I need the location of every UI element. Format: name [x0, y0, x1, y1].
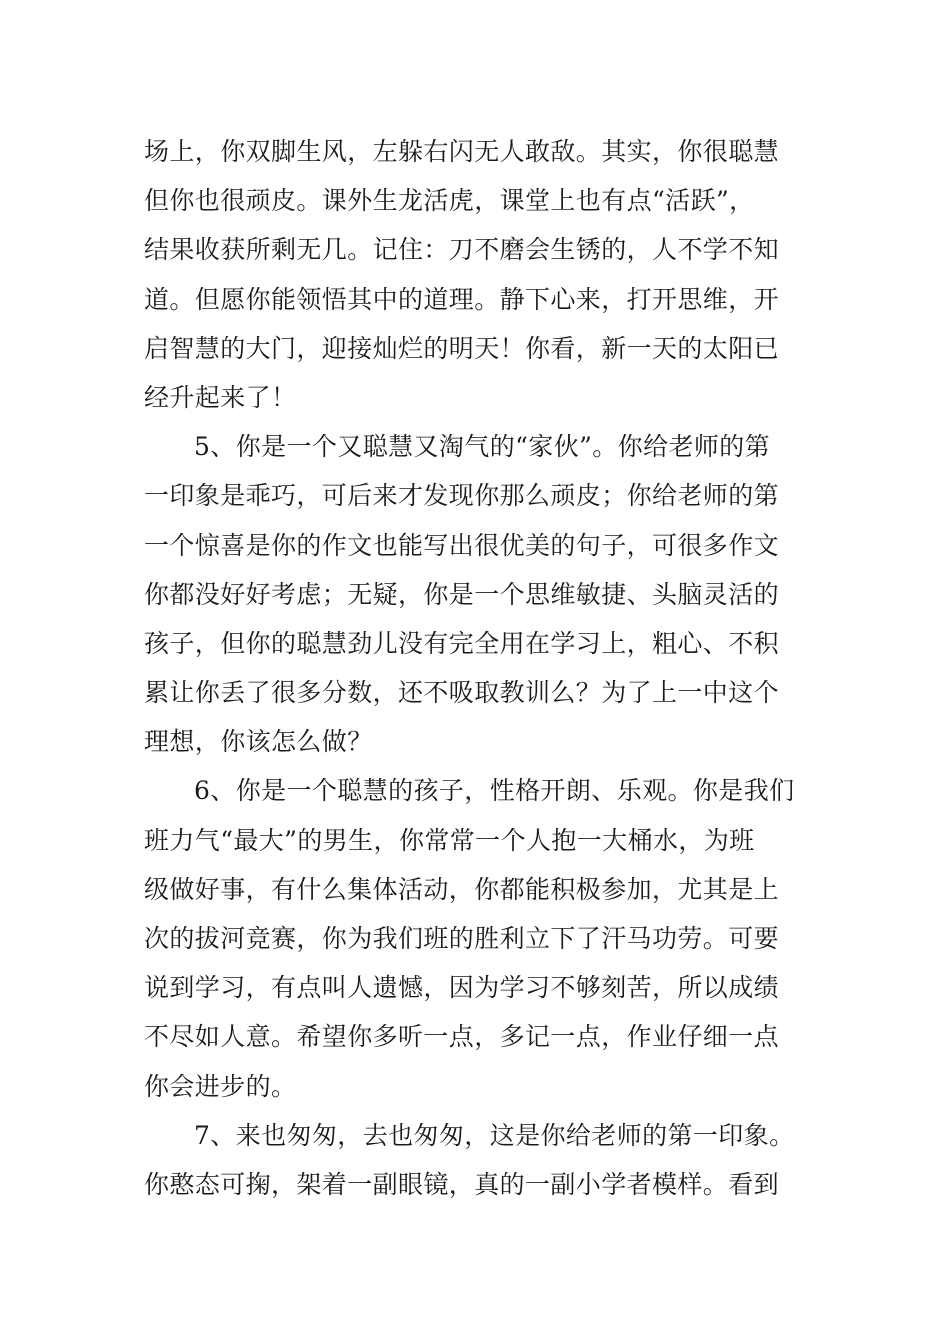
text-line: 场上，你双脚生风，左躲右闪无人敢敌。其实，你很聪慧 [144, 137, 780, 166]
text-line: 你都没好好考虑；无疑，你是一个思维敏捷、头脑灵活的 [144, 579, 780, 609]
text-line: 一个惊喜是你的作文也能写出很优美的句子，可很多作文 [144, 530, 780, 560]
text-line: 你憨态可掬，架着一副眼镜，真的一副小学者模样。看到 [144, 1169, 780, 1199]
text-line: 不尽如人意。希望你多听一点，多记一点，作业仔细一点 [144, 1022, 780, 1052]
body-text [144, 127, 808, 1209]
text-line: 你会进步的。 [144, 1071, 297, 1101]
text-line: 7、来也匆匆，去也匆匆，这是你给老师的第一印象。 [194, 1120, 795, 1150]
text-line: 说到学习，有点叫人遗憾，因为学习不够刻苦，所以成绩 [144, 973, 780, 1003]
text-line: 累让你丢了很多分数，还不吸取教训么？为了上一中这个 [144, 678, 780, 708]
text-line: 经升起来了！ [144, 382, 297, 412]
text-line: 结果收获所剩无几。记住：刀不磨会生锈的，人不学不知 [144, 235, 780, 265]
text-line: 5、你是一个又聪慧又淘气的“家伙”。你给老师的第 [194, 432, 771, 462]
text-line: 道。但愿你能领悟其中的道理。静下心来，打开思维，开 [144, 284, 780, 314]
text-line: 级做好事，有什么集体活动，你都能积极参加，尤其是上 [144, 874, 780, 904]
text-line: 但你也很顽皮。课外生龙活虎，课堂上也有点“活跃”， [144, 186, 755, 216]
text-line: 班力气“最大”的男生，你常常一个人抱一大桶水，为班 [144, 825, 755, 855]
text-line: 孩子，但你的聪慧劲儿没有完全用在学习上，粗心、不积 [144, 628, 780, 658]
text-line: 启智慧的大门，迎接灿烂的明天！你看，新一天的太阳已 [144, 333, 780, 363]
text-line: 6、你是一个聪慧的孩子，性格开朗、乐观。你是我们 [194, 776, 795, 806]
text-line: 次的拔河竞赛，你为我们班的胜利立下了汗马功劳。可要 [144, 924, 780, 953]
text-line: 一印象是乖巧，可后来才发现你那么顽皮；你给老师的第 [144, 481, 780, 511]
text-line: 理想，你该怎么做？ [144, 727, 373, 757]
